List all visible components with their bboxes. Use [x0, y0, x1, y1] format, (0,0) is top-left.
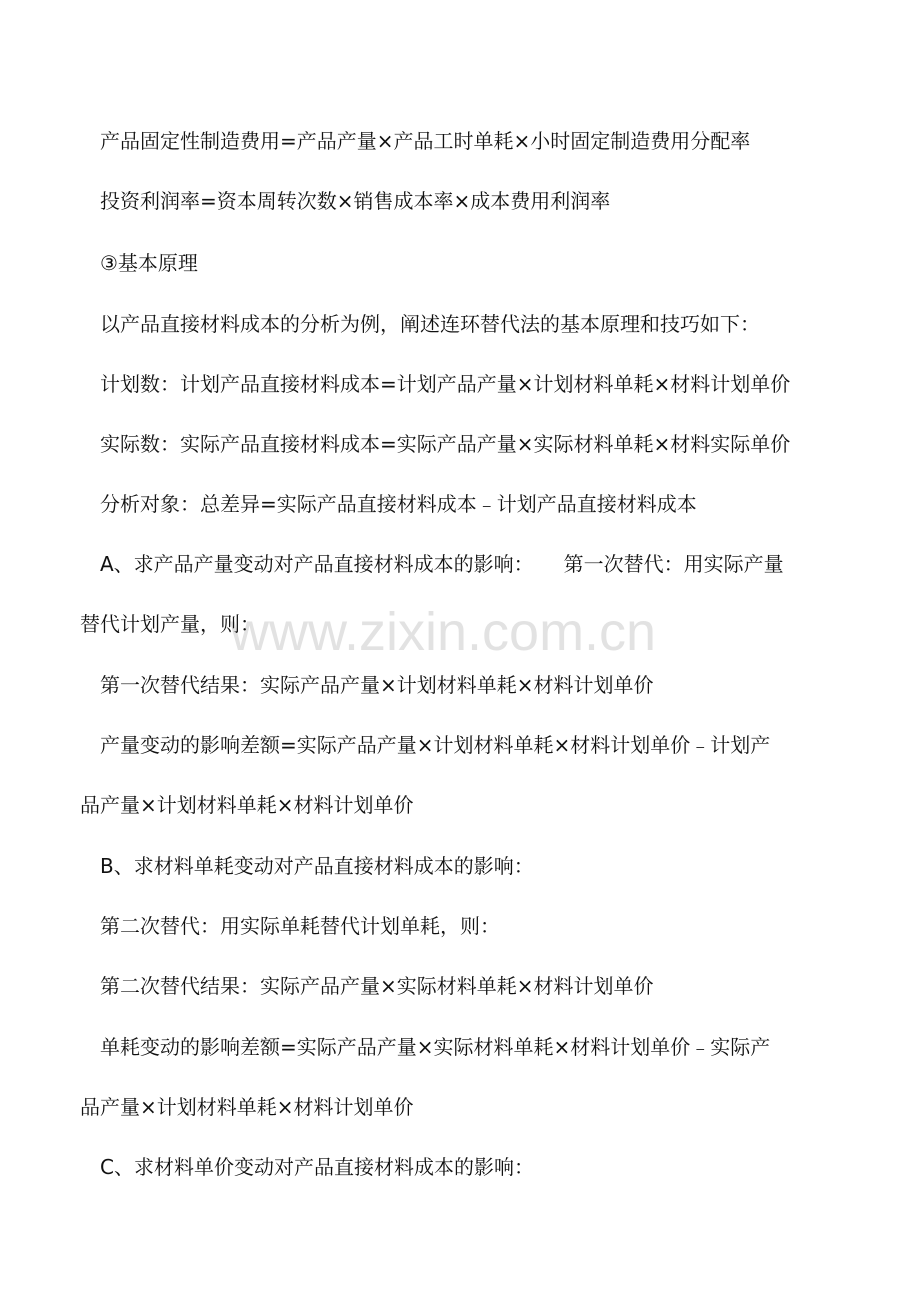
text-line: 产品固定性制造费用=产品产量×产品工时单耗×小时固定制造费用分配率: [100, 129, 751, 153]
text-line: 第二次替代结果：实际产品产量×实际材料单耗×材料计划单价: [100, 974, 654, 998]
text-line: 第二次替代：用实际单耗替代计划单耗，则：: [100, 914, 500, 938]
watermark-text: www.zixin.com.cn: [230, 602, 657, 662]
text-line: C、求材料单价变动对产品直接材料成本的影响：: [100, 1155, 534, 1179]
text-line: 以产品直接材料成本的分析为例，阐述连环替代法的基本原理和技巧如下：: [100, 312, 760, 336]
text-line: B、求材料单耗变动对产品直接材料成本的影响：: [100, 854, 534, 878]
section-heading: ③基本原理: [100, 251, 198, 275]
text-line: 单耗变动的影响差额=实际产品产量×实际材料单耗×材料计划单价﹣实际产: [100, 1035, 771, 1059]
text-line: 替代计划产量，则：: [80, 612, 260, 636]
text-line: 产量变动的影响差额=实际产品产量×计划材料单耗×材料计划单价﹣计划产: [100, 733, 771, 757]
text-line: 投资利润率=资本周转次数×销售成本率×成本费用利润率: [100, 189, 611, 213]
text-line: 第一次替代结果：实际产品产量×计划材料单耗×材料计划单价: [100, 673, 654, 697]
text-line: 品产量×计划材料单耗×材料计划单价: [80, 793, 414, 817]
text-line: A、求产品产量变动对产品直接材料成本的影响： 第一次替代：用实际产量: [100, 552, 784, 576]
text-line: 实际数：实际产品直接材料成本=实际产品产量×实际材料单耗×材料实际单价: [100, 432, 791, 456]
text-line: 计划数：计划产品直接材料成本=计划产品产量×计划材料单耗×材料计划单价: [100, 372, 791, 396]
text-line: 分析对象：总差异=实际产品直接材料成本﹣计划产品直接材料成本: [100, 492, 697, 516]
text-line: 品产量×计划材料单耗×材料计划单价: [80, 1095, 414, 1119]
